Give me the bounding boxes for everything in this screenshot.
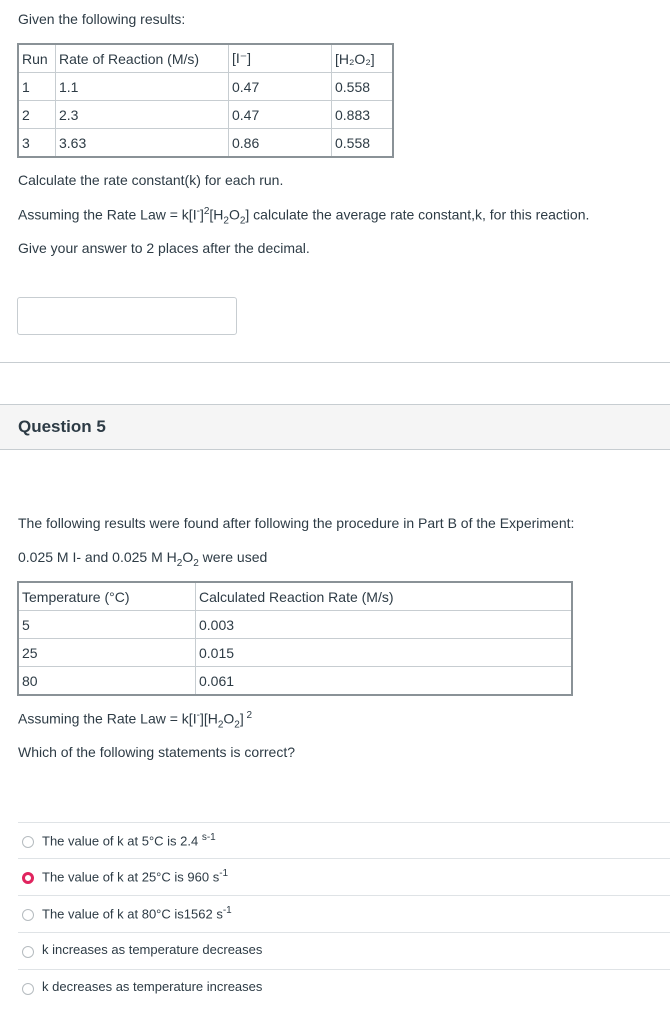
option-unit: s xyxy=(201,832,207,843)
instruction-rate-constant: Calculate the rate constant(k) for each run. xyxy=(18,172,284,188)
temperature-table xyxy=(17,581,573,696)
reagents-prefix: 0.025 M I- and 0.025 M H xyxy=(18,549,177,565)
intro-text: Given the following results: xyxy=(18,11,186,27)
cell: 1 xyxy=(18,73,56,101)
cell: 0.558 xyxy=(332,73,394,101)
cell: 0.883 xyxy=(332,101,394,129)
table-header-row xyxy=(18,582,572,611)
option-label: The value of k at 80°C is1562 xyxy=(42,906,217,922)
option-text xyxy=(42,942,262,957)
option-unit: s xyxy=(212,869,220,885)
table-row xyxy=(18,667,572,696)
instruction-decimals: Give your answer to 2 places after the decimal. xyxy=(18,240,310,256)
table-row xyxy=(18,129,393,158)
radio-button[interactable] xyxy=(22,983,34,995)
rate-law-prefix: Assuming the Rate Law = k[I xyxy=(18,206,197,223)
reagents-suffix: were used xyxy=(198,549,268,565)
answer-option[interactable] xyxy=(18,822,670,859)
header-run: Run xyxy=(18,44,56,73)
q5-rate-law-prefix: Assuming the Rate Law = k[I xyxy=(18,710,197,727)
question-header xyxy=(0,404,670,450)
cell: 3.63 xyxy=(56,129,229,158)
table-row xyxy=(18,101,393,129)
cell: 3 xyxy=(18,129,56,158)
q5-question: Which of the following statements is correct? xyxy=(18,744,296,760)
table-row xyxy=(18,73,393,101)
option-label: The value of k at 25°C is 960 xyxy=(42,869,213,885)
answer-option[interactable] xyxy=(18,932,670,969)
cell: 0.47 xyxy=(229,101,332,129)
answer-input[interactable] xyxy=(17,297,237,335)
option-label: The value of k at 5°C is 2.4 xyxy=(42,833,202,849)
cell: 1.1 xyxy=(56,73,229,101)
header-calculated-rate: Calculated Reaction Rate (M/s) xyxy=(196,582,573,611)
q5-description: The following results were found after following the procedure in Part B of the Experiment: xyxy=(18,515,575,531)
option-text xyxy=(42,979,262,994)
radio-button[interactable] xyxy=(22,909,34,921)
cell: 0.47 xyxy=(229,73,332,101)
q5-rate-law: Assuming the Rate Law = $k[I^-][H_2O_2]$ $^2$ xyxy=(18,710,253,731)
option-text xyxy=(42,905,232,921)
header-h2o2: [H₂O₂] xyxy=(332,44,394,73)
table-row xyxy=(18,611,572,639)
question-title: Question 5 xyxy=(18,417,106,436)
header-iodide: [I⁻] xyxy=(229,44,332,73)
option-text xyxy=(42,868,228,884)
cell: 0.061 xyxy=(196,667,573,696)
cell: 0.015 xyxy=(196,639,573,667)
rate-law-suffix: calculate the average rate constant,k, for this reaction. xyxy=(249,206,590,223)
answer-option[interactable] xyxy=(18,969,670,1006)
option-text xyxy=(42,832,216,848)
header-rate: Rate of Reaction (M/s) xyxy=(56,44,229,73)
rate-law-statement: Assuming the Rate Law = $k[I^-]^2[H_2O_2]$ calculate the average rate constant,k, for this reaction. xyxy=(18,206,590,227)
option-exponent: -1 xyxy=(219,868,229,879)
answer-option-selected[interactable] xyxy=(18,858,670,895)
answer-option[interactable] xyxy=(18,895,670,932)
table-row xyxy=(18,639,572,667)
cell: 25 xyxy=(18,639,196,667)
radio-button[interactable] xyxy=(22,946,34,958)
table-header-row xyxy=(18,44,393,73)
divider xyxy=(0,362,670,363)
option-exponent: -1 xyxy=(206,832,216,843)
cell: 2.3 xyxy=(56,101,229,129)
cell: 80 xyxy=(18,667,196,696)
option-label: k decreases as temperature increases xyxy=(42,979,263,994)
q5-reagents: 0.025 M I- and 0.025 M $H_2O_2$ were used xyxy=(18,549,268,569)
results-table xyxy=(17,43,394,158)
radio-button[interactable] xyxy=(22,836,34,848)
option-unit: s xyxy=(216,906,223,922)
option-exponent: -1 xyxy=(222,905,232,916)
radio-button-selected[interactable] xyxy=(22,872,34,884)
cell: 5 xyxy=(18,611,196,639)
header-temperature: Temperature (°C) xyxy=(18,582,196,611)
cell: 0.86 xyxy=(229,129,332,158)
cell: 2 xyxy=(18,101,56,129)
option-label: k increases as temperature decreases xyxy=(42,942,263,957)
cell: 0.558 xyxy=(332,129,394,158)
cell: 0.003 xyxy=(196,611,573,639)
